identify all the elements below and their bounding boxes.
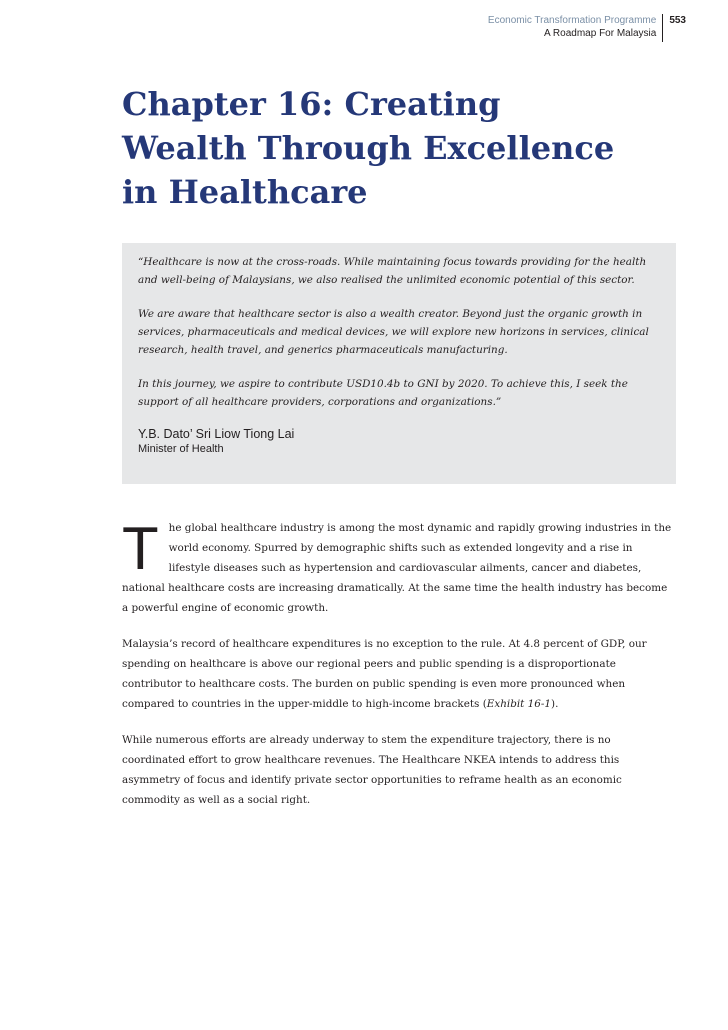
chapter-title bbox=[122, 82, 682, 214]
quote-paragraph-1: “Healthcare is now at the cross-roads. While maintaining focus towards providing for the health and well-being of Malaysians, we also realised the unlimited economic potential of this sector. bbox=[138, 256, 647, 286]
body-paragraph-2-end: ). bbox=[551, 698, 559, 710]
body-paragraph-2 bbox=[122, 634, 676, 714]
running-header bbox=[488, 14, 686, 42]
exhibit-reference: Exhibit 16-1 bbox=[486, 698, 552, 710]
quote-paragraph-2: We are aware that healthcare sector is also a wealth creator. Beyond just the organic growth in services, pharmaceuticals and medical devices, we will explore new horizons in services, clinical research, health travel, and generics pharmaceuticals manufacturing. bbox=[138, 308, 649, 356]
body-paragraph-3: While numerous efforts are already underway to stem the expenditure trajectory, there is no coordinated effort to grow healthcare revenues. The Healthcare NKEA intends to address this asymmetry of focus and identify private sector opportunities to reframe health as an economic commodity as well as a social right. bbox=[122, 734, 622, 806]
page-number: 553 bbox=[669, 15, 686, 26]
chapter-title-line-2: Wealth Through Excellence bbox=[122, 129, 615, 167]
body-text bbox=[122, 515, 676, 826]
minister-quote-box bbox=[122, 243, 676, 484]
body-paragraph-2-text: Malaysia’s record of healthcare expenditures is no exception to the rule. At 4.8 percent of GDP, our spending on healthcare is above our regional peers and public spending is a disproportionate contributor to healthcare costs. The burden on public spending is even more pronounced when compared to countries in the upper-middle to high-income brackets ( bbox=[122, 638, 647, 710]
drop-cap: T bbox=[122, 515, 159, 582]
body-paragraph-1-text: he global healthcare industry is among the most dynamic and rapidly growing industries in the world economy. Spurred by demographic shifts such as extended longevity and a rise in lifestyle diseases such as hypertension and cardiovascular ailments, cancer and diabetes, national healthcare costs are increasing dramatically. At the same time the health industry has become a powerful engine of economic growth. bbox=[122, 522, 672, 614]
chapter-title-line-3: in Healthcare bbox=[122, 173, 368, 211]
speaker-name: Y.B. Dato’ Sri Liow Tiong Lai bbox=[138, 427, 295, 441]
chapter-title-line-1: Chapter 16: Creating bbox=[122, 85, 501, 123]
speaker-role: Minister of Health bbox=[138, 443, 224, 455]
header-programme-title: Economic Transformation Programme bbox=[487, 15, 657, 26]
header-roadmap-title: A Roadmap For Malaysia bbox=[544, 28, 657, 39]
quote-paragraph-3: In this journey, we aspire to contribute USD10.4b to GNI by 2020. To achieve this, I seek the support of all healthcare providers, corporations and organizations.” bbox=[138, 378, 628, 408]
body-paragraph-1 bbox=[122, 515, 676, 618]
header-text bbox=[488, 14, 662, 40]
